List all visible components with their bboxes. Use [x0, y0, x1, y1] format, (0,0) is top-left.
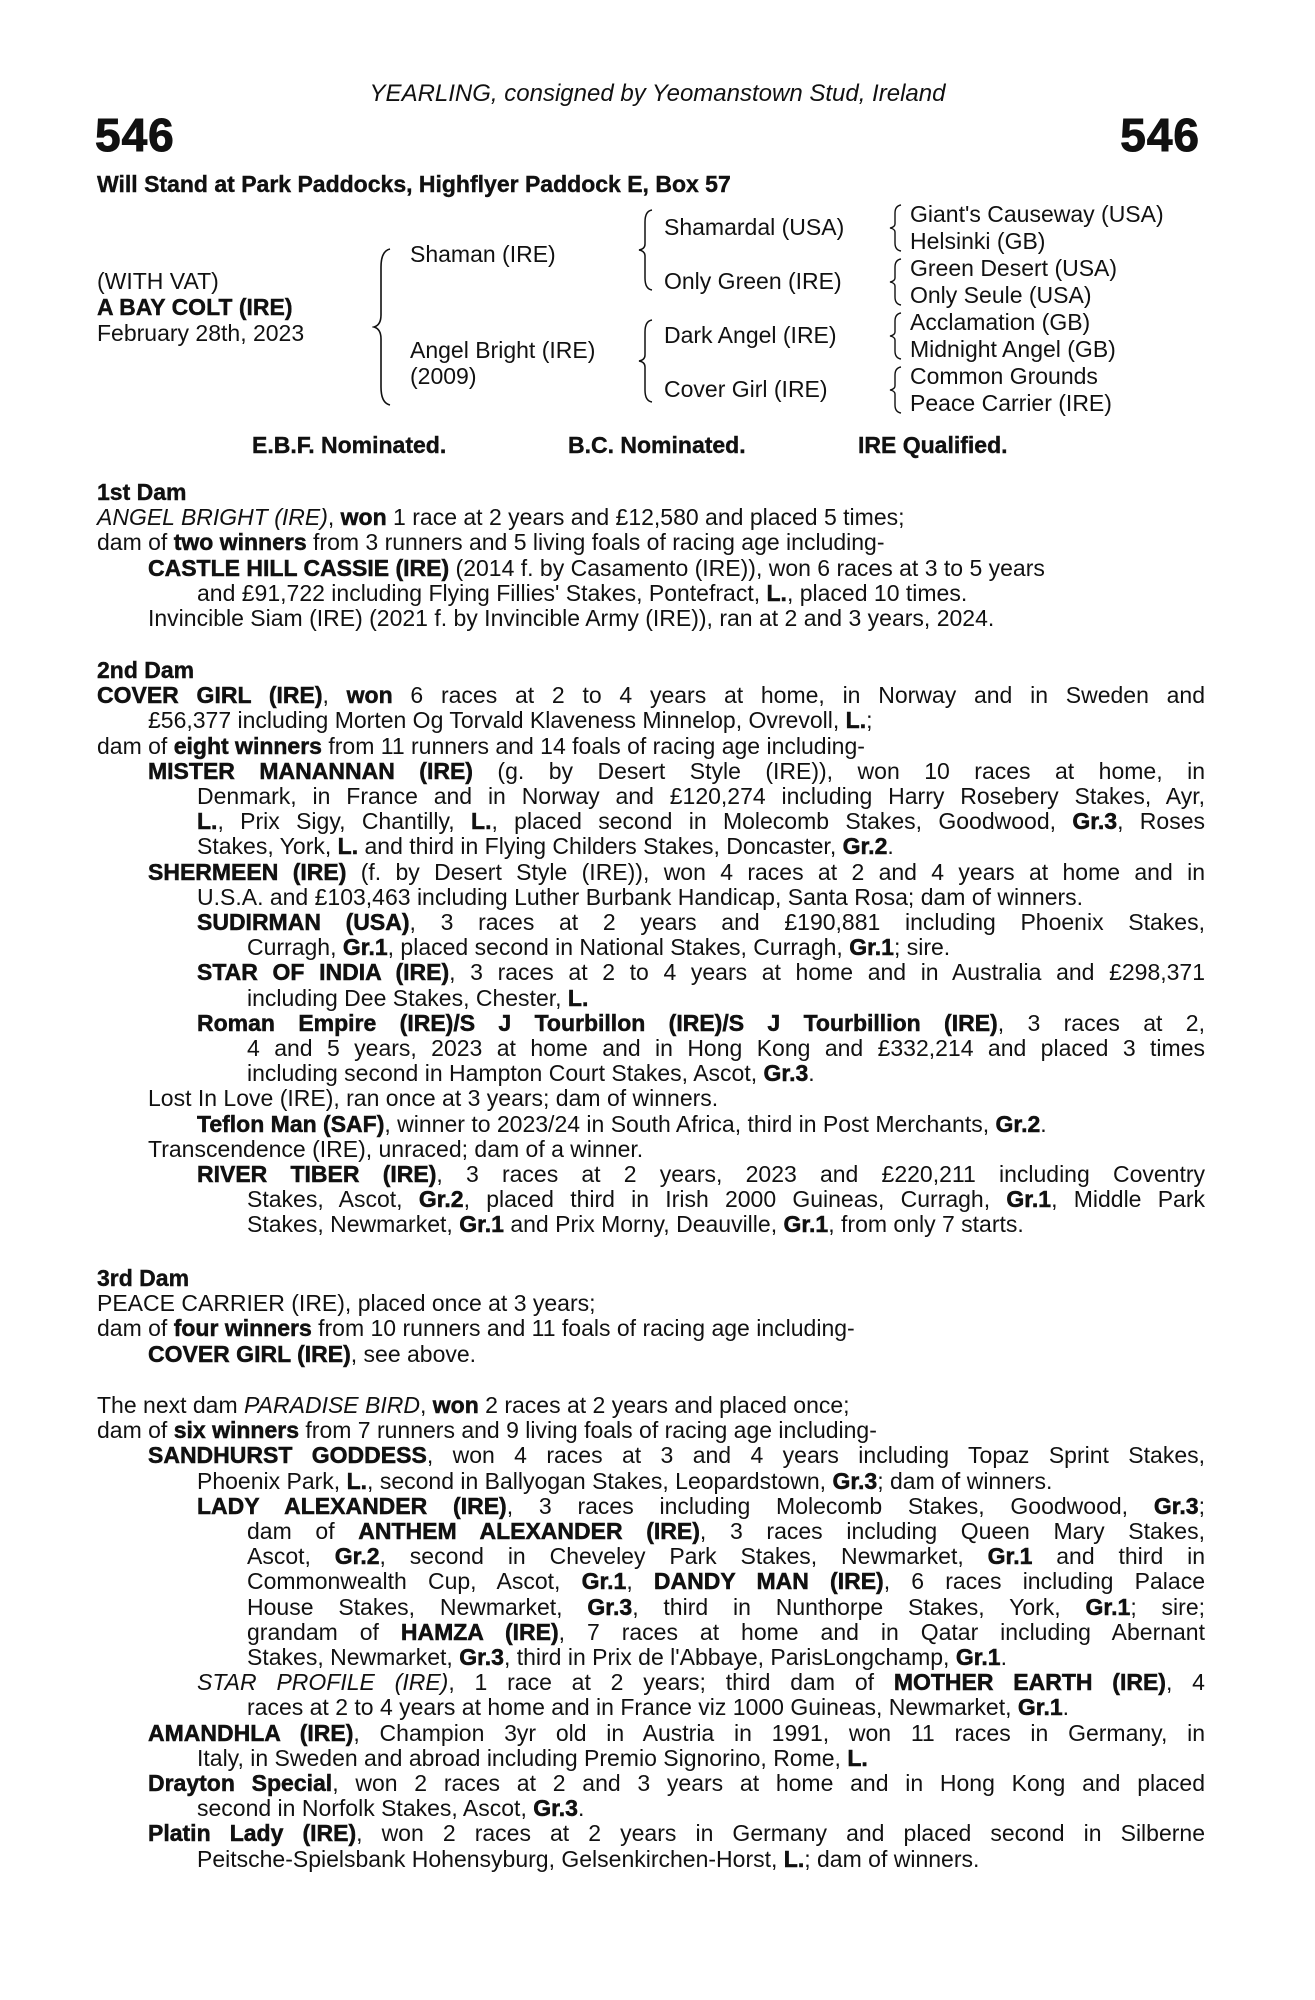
sire-name: Shaman (IRE) [410, 241, 556, 267]
second-dam-line: Stakes, Ascot, Gr.2, placed third in Irish 2000 Guineas, Curragh, Gr.1, Middle Park [247, 1186, 1205, 1213]
horse-name: COVER GIRL (IRE) [148, 1340, 351, 1367]
second-dam-line: £56,377 including Morten Og Torvald Klaveness Minnelop, Ovrevoll, L.; [148, 707, 873, 734]
pedigree-brace-g2 [888, 257, 904, 307]
first-dam-heading: 1st Dam [97, 479, 187, 505]
lot-name: A BAY COLT (IRE) [97, 294, 293, 320]
dam-name: Angel Bright (IRE) [410, 337, 596, 363]
second-dam-line: dam of eight winners from 11 runners and 14 foals of racing age including- [97, 732, 865, 759]
second-dam-line: Roman Empire (IRE)/S J Tourbillon (IRE)/S J Tourbillion (IRE), 3 races at 2, [197, 1009, 1205, 1036]
second-dam-line: Stakes, Newmarket, Gr.1 and Prix Morny, Deauville, Gr.1, from only 7 starts. [247, 1211, 1024, 1238]
horse-name: STAR PROFILE (IRE) [197, 1669, 449, 1696]
next-dam-line: races at 2 to 4 years at home and in France viz 1000 Guineas, Newmarket, Gr.1. [247, 1694, 1070, 1721]
pedigree-brace-main [372, 247, 394, 407]
first-dam-line: ANGEL BRIGHT (IRE), won 1 race at 2 years and £12,580 and placed 5 times; [97, 504, 905, 531]
next-dam-line: AMANDHLA (IRE), Champion 3yr old in Austria in 1991, won 11 races in Germany, in [148, 1719, 1205, 1746]
bc-nomination: B.C. Nominated. [568, 432, 746, 458]
second-dam-line: Lost In Love (IRE), ran once at 3 years; dam of winners. [148, 1085, 719, 1112]
second-dam-line: U.S.A. and £103,463 including Luther Burbank Handicap, Santa Rosa; dam of winners. [197, 883, 1084, 910]
second-dam-line: SHERMEEN (IRE) (f. by Desert Style (IRE)), won 4 races at 2 and 4 years at home and in [148, 858, 1206, 885]
next-dam-line: SANDHURST GODDESS, won 4 races at 3 and 4 years including Topaz Sprint Stakes, [148, 1442, 1205, 1469]
second-dam-line: MISTER MANANNAN (IRE) (g. by Desert Style (IRE)), won 10 races at home, in [148, 757, 1205, 784]
ire-qualified: IRE Qualified. [858, 432, 1008, 458]
second-dam-line: 4 and 5 years, 2023 at home and in Hong Kong and £332,214 and placed 3 times [247, 1035, 1205, 1062]
first-dam-line: dam of two winners from 3 runners and 5 living foals of racing age including- [97, 529, 885, 556]
horse-name: Roman Empire (IRE)/S J Tourbillon (IRE)/S J Tourbillion (IRE) [197, 1009, 998, 1036]
horse-name: SHERMEEN (IRE) [148, 858, 347, 885]
gen3-3: Green Desert (USA) [910, 255, 1118, 281]
first-dam-line: and £91,722 including Flying Fillies' Stakes, Pontefract, L., placed 10 times. [197, 579, 968, 606]
horse-name: RIVER TIBER (IRE) [197, 1161, 437, 1188]
second-dam-line: RIVER TIBER (IRE), 3 races at 2 years, 2023 and £220,211 including Coventry [197, 1161, 1205, 1188]
next-dam-line: Drayton Special, won 2 races at 2 and 3 years at home and in Hong Kong and placed [148, 1770, 1205, 1797]
horse-name: ANTHEM ALEXANDER (IRE) [358, 1518, 700, 1545]
next-dam-line: grandam of HAMZA (IRE), 7 races at home and in Qatar including Abernant [247, 1618, 1205, 1645]
dam-year: (2009) [410, 363, 477, 389]
lot-number-left: 546 [95, 109, 175, 161]
horse-name: SUDIRMAN (USA) [197, 909, 410, 936]
next-dam-line: Stakes, Newmarket, Gr.3, third in Prix de l'Abbaye, ParisLongchamp, Gr.1. [247, 1644, 1007, 1671]
horse-name: COVER GIRL (IRE) [97, 682, 323, 709]
horse-name: CASTLE HILL CASSIE (IRE) [148, 554, 450, 581]
horse-name: MISTER MANANNAN (IRE) [148, 757, 473, 784]
first-dam-section [97, 480, 1205, 631]
horse-name: SANDHURST GODDESS [148, 1442, 427, 1469]
third-dam-heading: 3rd Dam [97, 1265, 190, 1291]
next-dam-line: House Stakes, Newmarket, Gr.3, third in Nunthorpe Stakes, York, Gr.1; sire; [247, 1593, 1205, 1620]
gen3-1: Giant's Causeway (USA) [910, 201, 1164, 227]
next-dam-line: Italy, in Sweden and abroad including Premio Signorino, Rome, L. [197, 1744, 868, 1771]
next-dam-line: LADY ALEXANDER (IRE), 3 races including Molecomb Stakes, Goodwood, Gr.3; [197, 1492, 1205, 1519]
next-dam-line: The next dam PARADISE BIRD, won 2 races at 2 years and placed once; [97, 1392, 850, 1418]
second-dam-line: STAR OF INDIA (IRE), 3 races at 2 to 4 years at home and in Australia and £298,371 [197, 959, 1205, 986]
third-dam-line: PEACE CARRIER (IRE), placed once at 3 years; [97, 1290, 596, 1317]
first-dam-line: Invincible Siam (IRE) (2021 f. by Invincible Army (IRE)), ran at 2 and 3 years, 2024. [148, 605, 995, 632]
sire-dam: Only Green (IRE) [664, 268, 842, 294]
second-dam-line: Curragh, Gr.1, placed second in National Stakes, Curragh, Gr.1; sire. [247, 934, 951, 961]
horse-name: Drayton Special [148, 1770, 333, 1797]
gen3-8: Peace Carrier (IRE) [910, 390, 1112, 416]
ebf-nomination: E.B.F. Nominated. [252, 432, 447, 458]
third-dam-line: COVER GIRL (IRE), see above. [148, 1340, 477, 1367]
next-dam-line: Commonwealth Cup, Ascot, Gr.1, DANDY MAN (IRE), 6 races including Palace [247, 1568, 1205, 1595]
second-dam-line: SUDIRMAN (USA), 3 races at 2 years and £190,881 including Phoenix Stakes, [197, 909, 1205, 936]
second-dam-section [97, 658, 1205, 1238]
horse-name: ANGEL BRIGHT (IRE) [97, 504, 328, 531]
second-dam-line: Denmark, in France and in Norway and £120,274 including Harry Rosebery Stakes, Ayr, [197, 783, 1205, 810]
horse-name: PARADISE BIRD [244, 1392, 420, 1418]
horse-name: AMANDHLA (IRE) [148, 1719, 354, 1746]
horse-name: MOTHER EARTH (IRE) [893, 1669, 1166, 1696]
next-dam-line: STAR PROFILE (IRE), 1 race at 2 years; third dam of MOTHER EARTH (IRE), 4 [197, 1669, 1205, 1696]
second-dam-line: COVER GIRL (IRE), won 6 races at 2 to 4 years at home, in Norway and in Sweden and [97, 682, 1206, 709]
second-dam-line: including Dee Stakes, Chester, L. [247, 984, 589, 1011]
next-dam-line: Peitsche-Spielsbank Hohensyburg, Gelsenkirchen-Horst, L.; dam of winners. [197, 1845, 980, 1872]
next-dam-line: dam of ANTHEM ALEXANDER (IRE), 3 races including Queen Mary Stakes, [247, 1518, 1205, 1545]
pedigree-brace-g4 [888, 365, 904, 415]
horse-name: DANDY MAN (IRE) [653, 1568, 884, 1595]
next-dam-line: Platin Lady (IRE), won 2 races at 2 years in Germany and placed second in Silberne [148, 1820, 1205, 1847]
next-dam-line: Phoenix Park, L., second in Ballyogan Stakes, Leopardstown, Gr.3; dam of winners. [197, 1467, 1053, 1494]
horse-name: STAR OF INDIA (IRE) [197, 959, 450, 986]
second-dam-line: Stakes, York, L. and third in Flying Childers Stakes, Doncaster, Gr.2. [197, 833, 894, 860]
second-dam-line: including second in Hampton Court Stakes, Ascot, Gr.3. [247, 1060, 815, 1087]
third-dam-line: dam of four winners from 10 runners and 11 foals of racing age including- [97, 1315, 855, 1342]
gen3-6: Midnight Angel (GB) [910, 336, 1116, 362]
second-dam-heading: 2nd Dam [97, 657, 195, 683]
horse-name: Platin Lady (IRE) [148, 1820, 357, 1847]
second-dam-line: Transcendence (IRE), unraced; dam of a winner. [148, 1135, 644, 1162]
pedigree-brace-g1 [888, 203, 904, 253]
next-dam-line: Ascot, Gr.2, second in Cheveley Park Stakes, Newmarket, Gr.1 and third in [247, 1543, 1205, 1570]
gen3-7: Common Grounds [910, 363, 1098, 389]
vat-note: (WITH VAT) [97, 268, 219, 294]
next-dam-section [97, 1393, 1205, 1872]
consignment-line: YEARLING, consigned by Yeomanstown Stud, Ireland [369, 80, 946, 107]
second-dam-line: L., Prix Sigy, Chantilly, L., placed second in Molecomb Stakes, Goodwood, Gr.3, Roses [197, 808, 1205, 835]
second-dam-line: Teflon Man (SAF), winner to 2023/24 in South Africa, third in Post Merchants, Gr.2. [197, 1110, 1047, 1137]
dam-sire: Dark Angel (IRE) [664, 322, 837, 348]
horse-name: Teflon Man (SAF) [197, 1110, 385, 1137]
pedigree-brace-dam [637, 318, 655, 404]
next-dam-line: second in Norfolk Stakes, Ascot, Gr.3. [197, 1795, 585, 1822]
gen3-2: Helsinki (GB) [910, 228, 1046, 254]
dam-dam: Cover Girl (IRE) [664, 376, 828, 402]
third-dam-section [97, 1266, 1205, 1367]
paddock-location: Will Stand at Park Paddocks, Highflyer Paddock E, Box 57 [97, 171, 731, 197]
horse-name: LADY ALEXANDER (IRE) [197, 1492, 507, 1519]
first-dam-line: CASTLE HILL CASSIE (IRE) (2014 f. by Casamento (IRE)), won 6 races at 3 to 5 years [148, 554, 1045, 581]
gen3-4: Only Seule (USA) [910, 282, 1092, 308]
sire-sire: Shamardal (USA) [664, 214, 845, 240]
next-dam-line: dam of six winners from 7 runners and 9 living foals of racing age including- [97, 1417, 877, 1444]
horse-name: HAMZA (IRE) [400, 1618, 559, 1645]
pedigree-brace-sire [637, 208, 655, 292]
gen3-5: Acclamation (GB) [910, 309, 1091, 335]
foaling-date: February 28th, 2023 [97, 320, 305, 346]
lot-number-right: 546 [1120, 109, 1200, 161]
pedigree-brace-g3 [888, 311, 904, 361]
